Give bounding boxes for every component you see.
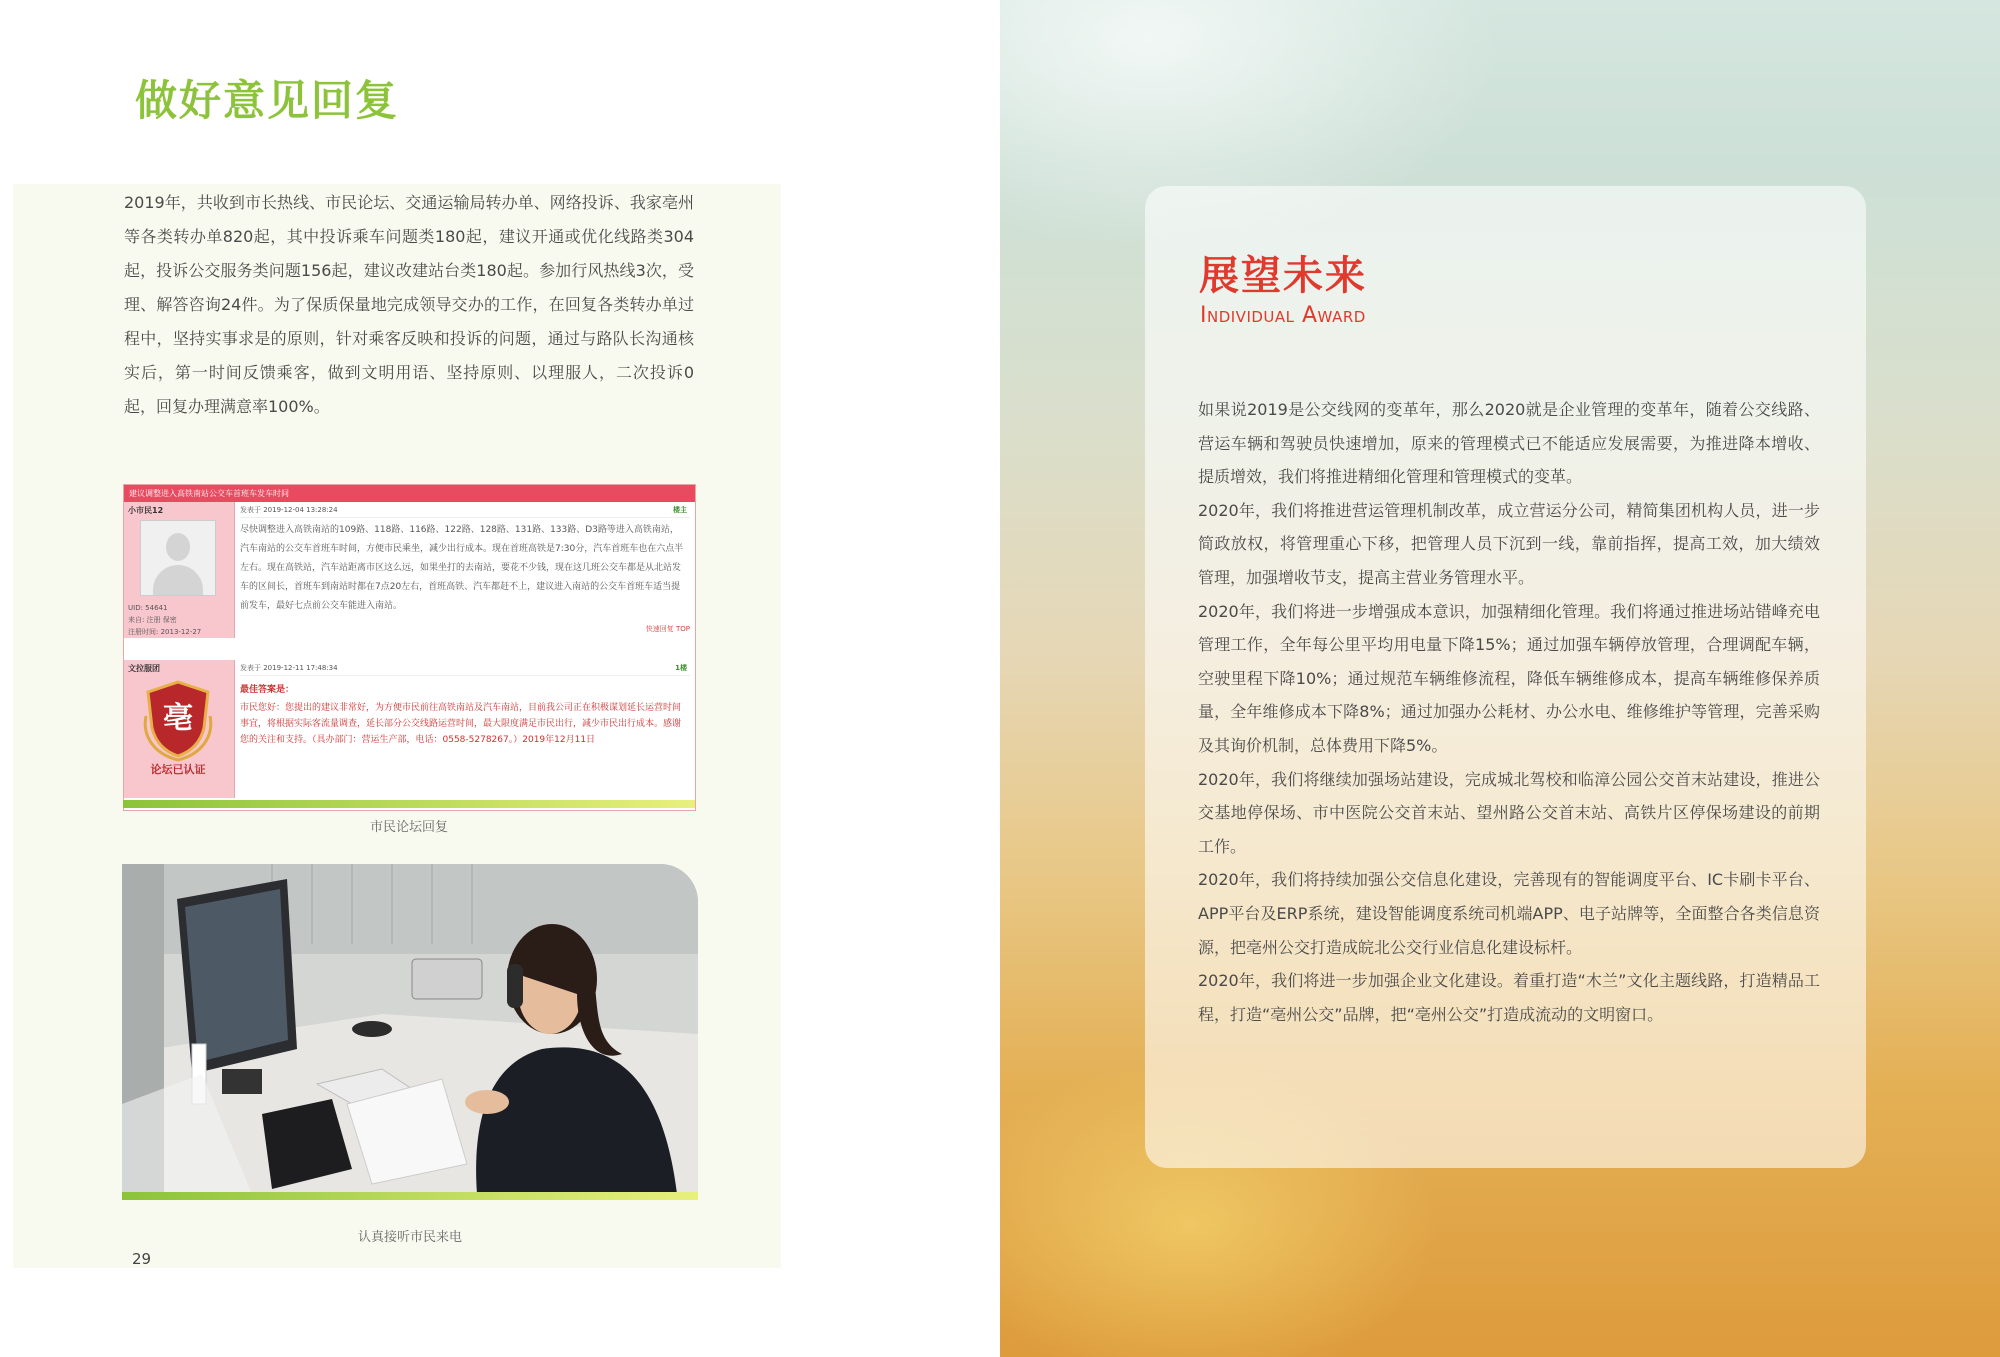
- post-body-text: 尽快调整进入高铁南站的109路、118路、116路、122路、128路、131路、133路、D3路等进入高铁南站，汽车南站的公交车首班车时间，方便市民乘坐，减少出行成本。现在首班高铁是7:30分，汽车首班车也在六点半左右。现在高铁站，汽车站距离市区这么远，如果坐打的去南站，要花不少钱，现在这几班公交车都是从北站发车的区间长，首班车到南站时都在7点20左右，首班高铁、汽车都赶不上，建议进入南站的公交车首班车适当提前发车，最好七点前公交车能进入南站。: [240, 525, 684, 611]
- reply-greeting: 最佳答案是：: [240, 685, 295, 695]
- page-number: 29: [132, 1250, 152, 1268]
- post-floor-label: 楼主: [673, 506, 687, 514]
- left-body-text: 2019年，共收到市长热线、市民论坛、交通运输局转办单、网络投诉、我家亳州等各类转办单820起，其中投诉乘车问题类180起，建议开通或优化线路类304起，投诉公交服务类问题156起，建议改建站台类180起。参加行风热线3次，受理、解答咨询24件。为了保质保量地完成领导交办的工作，在回复各类转办单过程中，坚持实事求是的原则，针对乘客反映和投诉的问题，通过与路队长沟通核实后，第一时间反馈乘客，做到文明用语、坚持原则、以理服人，二次投诉0起，回复办理满意率100%。: [124, 193, 694, 416]
- svg-text:论坛已认证: 论坛已认证: [150, 763, 206, 776]
- forum-post-reply: [124, 660, 695, 798]
- post-author-sidebar: [124, 502, 235, 638]
- reply-author-name: 文拉服团: [128, 664, 160, 673]
- post-author-name: 小市民12: [128, 506, 164, 515]
- forum-accent-bar: [123, 800, 695, 808]
- forum-caption: 市民论坛回复: [369, 820, 448, 835]
- reply-body-text: 市民您好：您提出的建议非常好，为方便市民前往高铁南站及汽车南站，目前我公司正在积极谋划延长运营时间事宜，将根据实际客流量调查，延长部分公交线路运营时间，最大限度满足市民出行，减少市民出行成本。感谢您的关注和支持。（具办部门：营运生产部，电话：0558-5278267。）2019年12月11日: [240, 703, 682, 745]
- forum-post-question: [124, 502, 695, 638]
- future-outlook-paragraph: 2020年，我们将进一步增强成本意识，加强精细化管理。我们将通过推进场站错峰充电管理工作，全年每公里平均用电量下降15%；通过加强车辆停放管理，合理调配车辆，空驶里程下降10%；通过规范车辆维修流程，降低车辆维修成本，提高车辆维修保养质量，全年维修成本下降8%；通过加强办公耗材、办公水电、维修维护等管理，完善采购及其询价机制，总体费用下降5%。: [1198, 601, 1820, 755]
- avatar-placeholder-icon: [140, 520, 216, 596]
- post-author-meta: UID: 54641 来自: 注册 保密 注册时间: 2013-12-27: [128, 604, 202, 636]
- svg-text:亳: 亳: [163, 701, 193, 736]
- photo-caption: 认真接听市民来电: [357, 1230, 462, 1245]
- forum-verified-seal-icon: [134, 676, 222, 776]
- future-outlook-subtitle: Individual Award: [1200, 303, 1366, 328]
- future-outlook-paragraph: 如果说2019是公交线网的变革年，那么2020就是企业管理的变革年，随着公交线路、营运车辆和驾驶员快速增加，原来的管理模式已不能适应发展需要，为推进降本增收、提质增效，我们将推进精细化管理和管理模式的变革。: [1198, 400, 1820, 487]
- future-outlook-paragraph: 2020年，我们将继续加强场站建设，完成城北驾校和临漳公园公交首末站建设，推进公交基地停保场、市中医院公交首末站、望州路公交首末站、高铁片区停保场建设的前期工作。: [1198, 769, 1820, 856]
- forum-thread-title: 建议调整进入高铁南站公交车首班车发车时间: [124, 485, 695, 502]
- quick-reply-link[interactable]: 快速回复 TOP: [645, 625, 690, 633]
- office-photo-illustration: [122, 864, 698, 1194]
- staff-phone-photo: [122, 864, 698, 1194]
- reply-timestamp: 发表于 2019-12-11 17:48:34 1楼: [240, 662, 690, 676]
- reply-floor-label: 1楼: [675, 664, 687, 672]
- future-outlook-title: 展望未来: [1199, 253, 1367, 299]
- forum-screenshot: [123, 484, 696, 811]
- right-page: [1000, 0, 2000, 1357]
- future-outlook-body: [1198, 393, 1820, 1031]
- future-outlook-paragraph: 2020年，我们将持续加强公交信息化建设，完善现有的智能调度平台、IC卡刷卡平台、APP平台及ERP系统，建设智能调度系统司机端APP、电子站牌等，全面整合各类信息资源，把亳州公交打造成皖北公交行业信息化建设标杆。: [1198, 870, 1820, 957]
- post-timestamp: 发表于 2019-12-04 13:28:24 楼主: [240, 504, 690, 518]
- photo-accent-bar: [122, 1192, 698, 1200]
- left-page-title: 做好意见回复: [135, 76, 400, 125]
- future-outlook-paragraph: 2020年，我们将推进营运管理机制改革，成立营运分公司，精简集团机构人员，进一步简政放权，将管理重心下移，把管理人员下沉到一线，靠前指挥，提高工效，加大绩效管理，加强增收节支，提高主营业务管理水平。: [1198, 500, 1820, 587]
- future-outlook-paragraph: 2020年，我们将进一步加强企业文化建设。着重打造“木兰”文化主题线路，打造精品工程，打造“亳州公交”品牌，把“亳州公交”打造成流动的文明窗口。: [1198, 971, 1820, 1024]
- reply-author-sidebar: [124, 660, 235, 798]
